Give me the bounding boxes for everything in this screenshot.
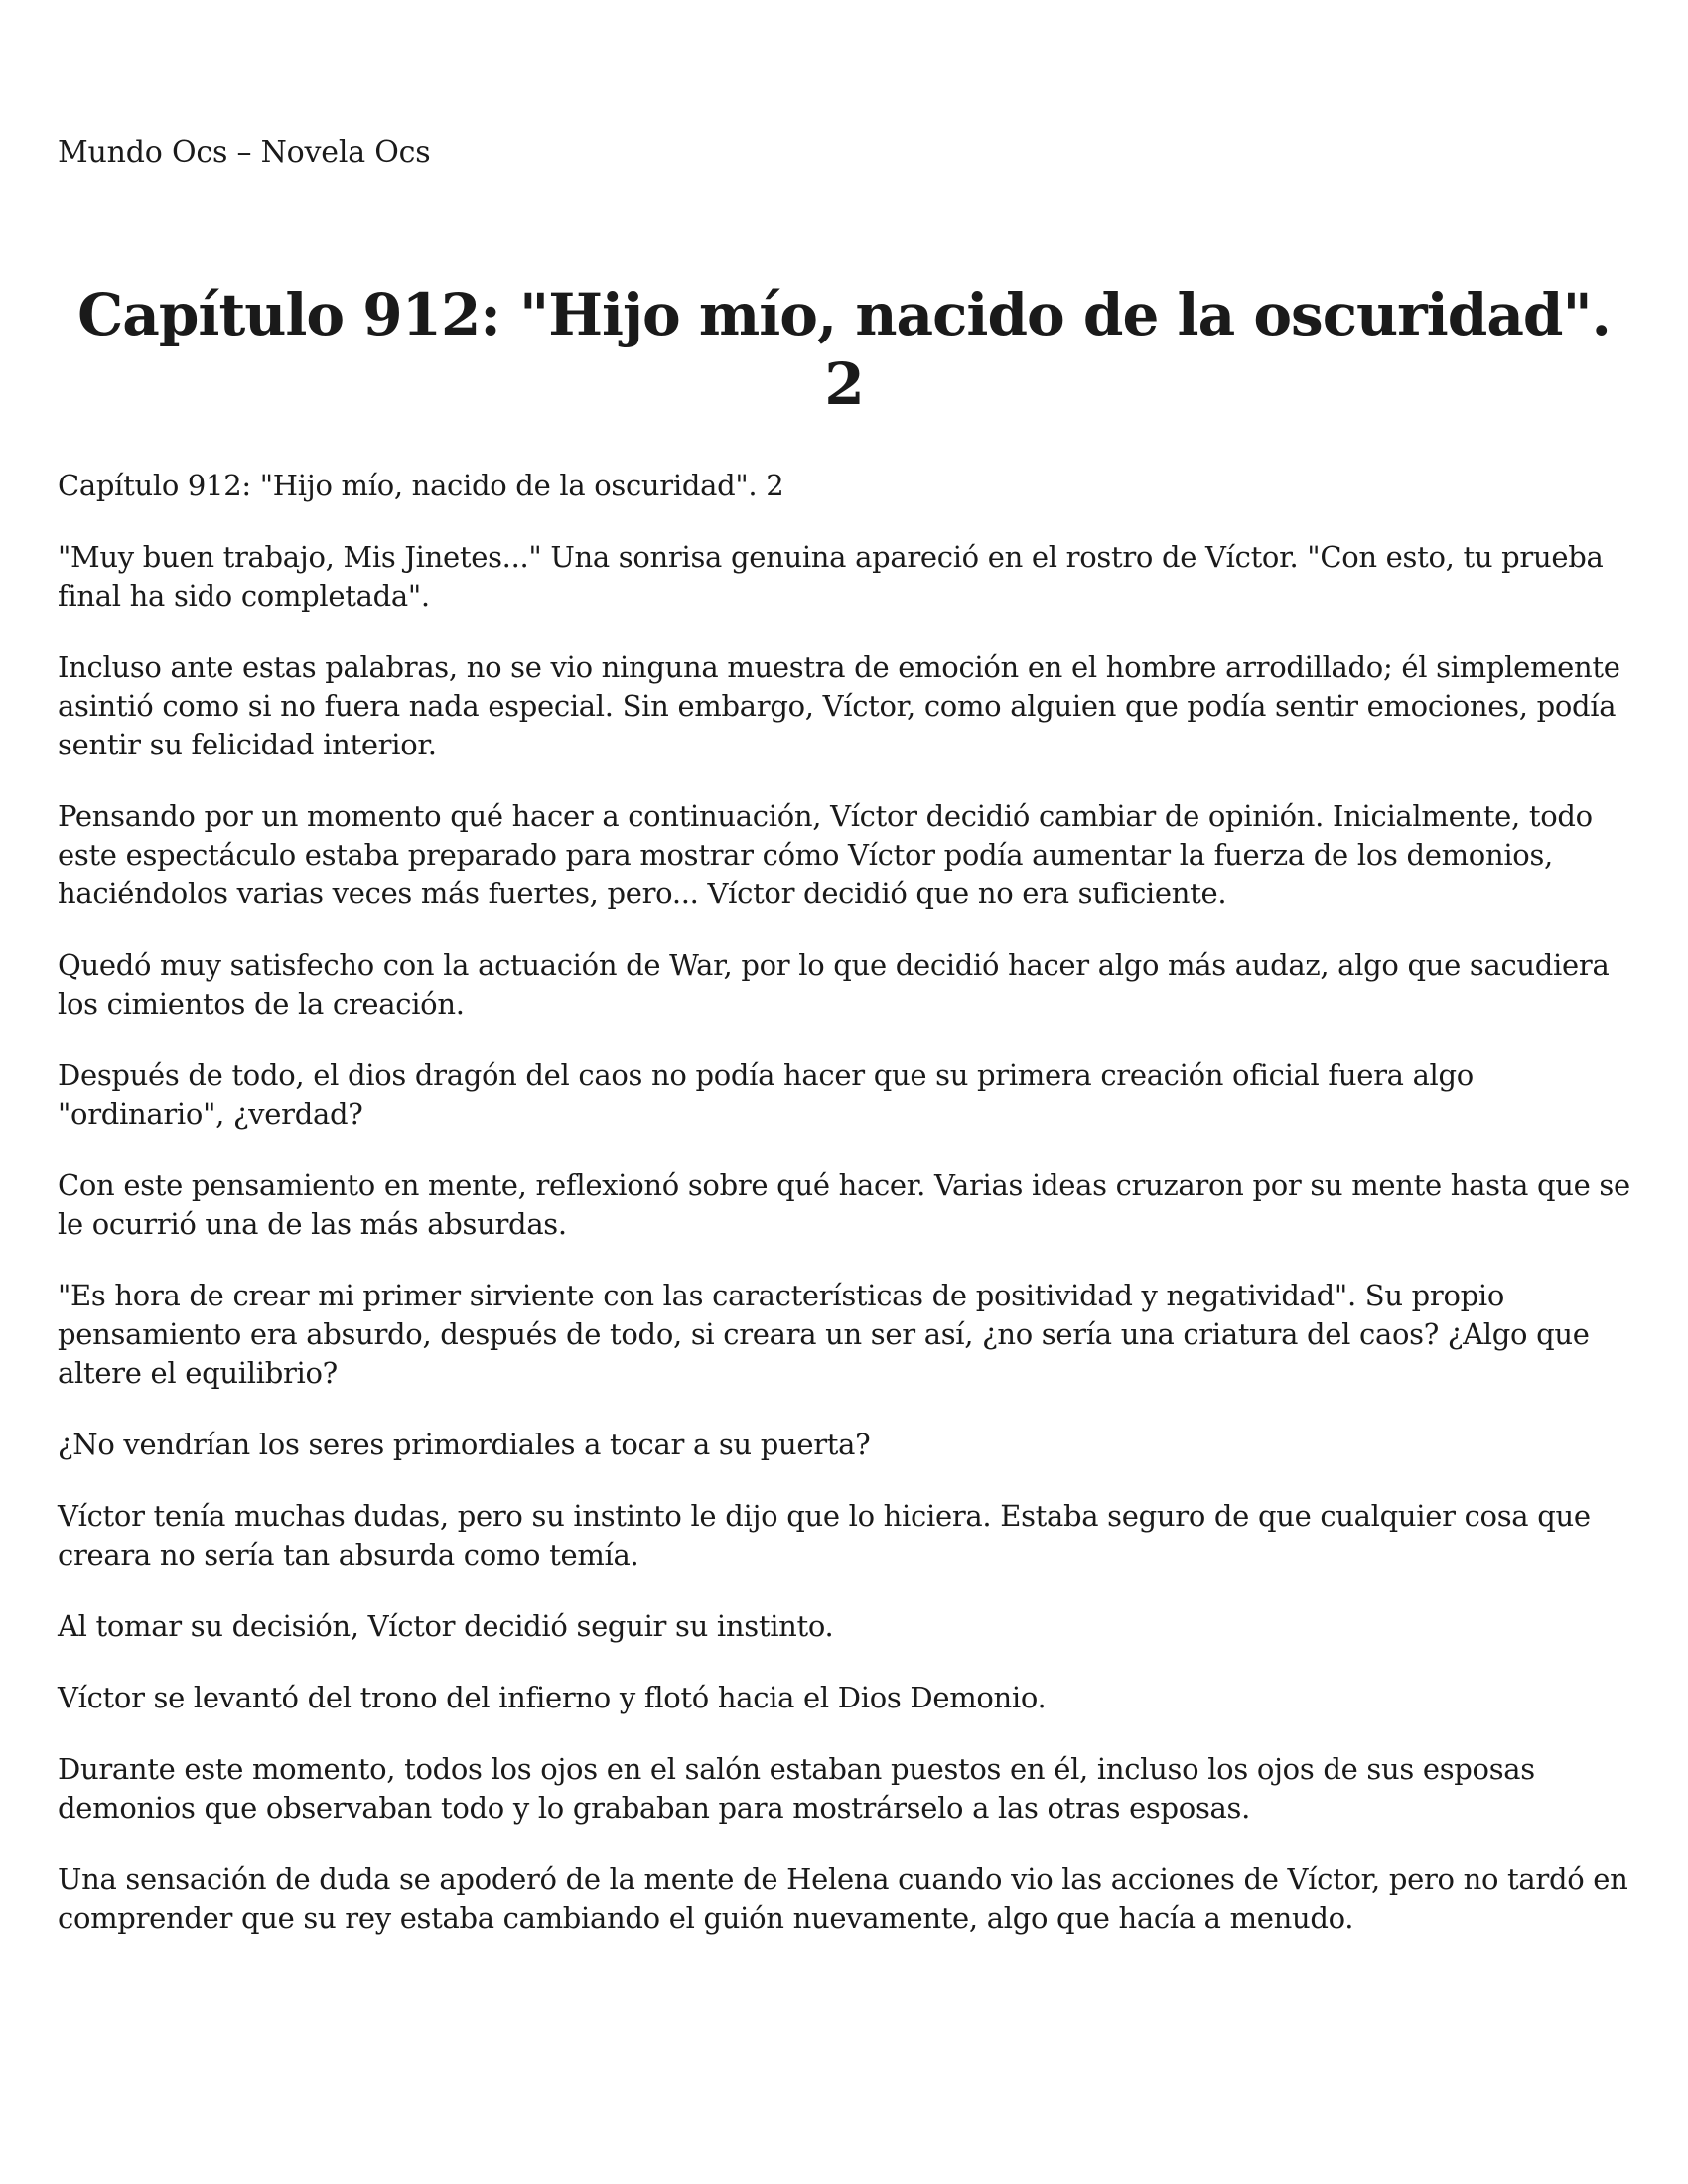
paragraph: Con este pensamiento en mente, reflexionó sobre qué hacer. Varias ideas cruzaron por su mente hasta que se le ocurrió una de las más absurdas.: [58, 1168, 1630, 1241]
running-header: Mundo Ocs – Novela Ocs: [58, 135, 431, 170]
paragraph: "Muy buen trabajo, Mis Jinetes..." Una sonrisa genuina apareció en el rostro de Víctor. "Con esto, tu prueba final ha sido completada".: [58, 540, 1604, 613]
paragraph: Capítulo 912: "Hijo mío, nacido de la oscuridad". 2: [58, 469, 784, 502]
paragraph: Al tomar su decisión, Víctor decidió seguir su instinto.: [58, 1609, 834, 1643]
paragraph: ¿No vendrían los seres primordiales a tocar a su puerta?: [58, 1428, 871, 1461]
paragraph: "Es hora de crear mi primer sirviente con las características de positividad y negatividad". Su propio pensamiento era absurdo, después de todo, si creara un ser así, ¿no sería una criatura del caos? ¿Algo que altere el equilibrio?: [58, 1279, 1590, 1390]
paragraph: Después de todo, el dios dragón del caos no podía hacer que su primera creación oficial fuera algo "ordinario", ¿verdad?: [58, 1058, 1474, 1131]
chapter-title: Capítulo 912: "Hijo mío, nacido de la oscuridad". 2: [77, 281, 1611, 418]
paragraph: Durante este momento, todos los ojos en el salón estaban puestos en él, incluso los ojos de sus esposas demonios que observaban todo y lo grababan para mostrárselo a las otras esposas.: [58, 1752, 1535, 1825]
paragraph: Una sensación de duda se apoderó de la mente de Helena cuando vio las acciones de Víctor, pero no tardó en comprender que su rey estaba cambiando el guión nuevamente, algo que hacía a menudo.: [58, 1862, 1628, 1935]
chapter-body: [58, 467, 1636, 1971]
paragraph: Incluso ante estas palabras, no se vio ninguna muestra de emoción en el hombre arrodillado; él simplemente asintió como si no fuera nada especial. Sin embargo, Víctor, como alguien que podía sentir emociones, podía sentir su felicidad interior.: [58, 650, 1620, 761]
paragraph: Víctor tenía muchas dudas, pero su instinto le dijo que lo hiciera. Estaba seguro de que cualquier cosa que creara no sería tan absurda como temía.: [58, 1499, 1591, 1571]
paragraph: Quedó muy satisfecho con la actuación de War, por lo que decidió hacer algo más audaz, algo que sacudiera los cimientos de la creación.: [58, 948, 1610, 1021]
paragraph: Pensando por un momento qué hacer a continuación, Víctor decidió cambiar de opinión. Inicialmente, todo este espectáculo estaba preparado para mostrar cómo Víctor podía aumentar la fuerza de los demonios, haciéndolos varias veces más fuertes, pero... Víctor decidió que no era suficiente.: [58, 799, 1593, 910]
paragraph: Víctor se levantó del trono del infierno y flotó hacia el Dios Demonio.: [58, 1681, 1047, 1714]
